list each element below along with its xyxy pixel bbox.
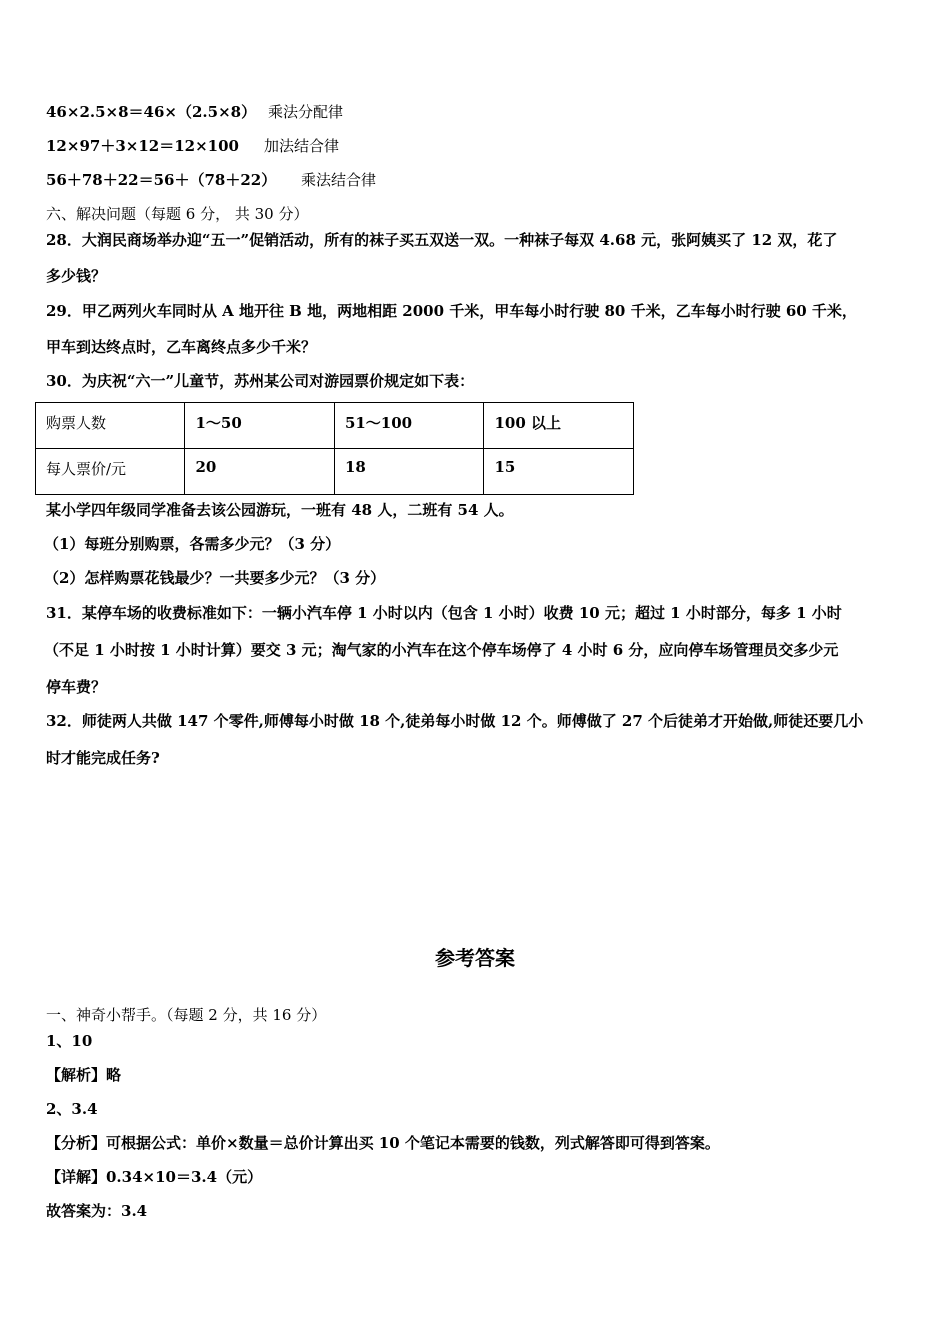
q31-line-3: 停车费？ — [46, 678, 107, 696]
q29-line-1: 29．甲乙两列火车同时从 A 地开往 B 地，两地相距 2000 千米，甲车每小时行驶 80 千米，乙车每小时行驶 60 千米， — [46, 302, 857, 320]
answer-1: 1、10 — [46, 1032, 93, 1050]
answer-section-1-heading: 一、神奇小帮手。（每题 2 分，共 16 分） — [46, 1006, 327, 1024]
table-row — [36, 403, 634, 449]
answer-1-analysis: 【解析】略 — [46, 1066, 122, 1084]
answer-2-detail: 【详解】0.34×10＝3.4（元） — [46, 1168, 263, 1186]
table-cell: 18 — [334, 449, 484, 495]
law-name-1: 乘法分配律 — [268, 103, 344, 121]
price-table — [35, 402, 634, 495]
table-cell: 100 以上 — [484, 403, 634, 449]
table-cell: 1～50 — [185, 403, 334, 449]
law-expr-2: 12×97＋3×12＝12×100 — [46, 137, 239, 155]
answer-2: 2、3.4 — [46, 1100, 98, 1118]
q30-part-1: （1）每班分别购票，各需多少元？（3 分） — [44, 535, 341, 553]
q32-line-1: 32．师徒两人共做 147 个零件,师傅每小时做 18 个,徒弟每小时做 12 个。师傅做了 27 个后徒弟才开始做,师徒还要几小 — [46, 712, 864, 730]
answer-2-analysis: 【分析】可根据公式：单价×数量＝总价计算出买 10 个笔记本需要的钱数，列式解答即可得到答案。 — [46, 1134, 720, 1152]
law-expr-1: 46×2.5×8＝46×（2.5×8） — [46, 103, 257, 121]
law-name-3: 乘法结合律 — [301, 171, 377, 189]
law-expr-3: 56＋78＋22＝56＋（78＋22） — [46, 171, 277, 189]
q30-text: 某小学四年级同学准备去该公园游玩，一班有 48 人，二班有 54 人。 — [46, 501, 514, 519]
table-cell: 购票人数 — [36, 403, 185, 449]
q29-line-2: 甲车到达终点时，乙车离终点多少千米？ — [46, 338, 317, 356]
section-6-heading: 六、解决问题（每题 6 分， 共 30 分） — [46, 205, 309, 223]
q28-line-2: 多少钱？ — [46, 267, 107, 285]
q30-part-2: （2）怎样购票花钱最少？一共要多少元？（3 分） — [44, 569, 386, 587]
table-cell: 20 — [185, 449, 334, 495]
q28-line-1: 28．大润民商场举办迎“五一”促销活动，所有的袜子买五双送一双。一种袜子每双 4.68 元，张阿姨买了 12 双，花了 — [46, 231, 838, 249]
table-cell: 51～100 — [334, 403, 484, 449]
table-row — [36, 449, 634, 495]
q31-line-2: （不足 1 小时按 1 小时计算）要交 3 元；淘气家的小汽车在这个停车场停了 4 小时 6 分，应向停车场管理员交多少元 — [44, 641, 839, 659]
q30-intro: 30．为庆祝“六一”儿童节，苏州某公司对游园票价规定如下表： — [46, 372, 475, 390]
table-cell: 15 — [484, 449, 634, 495]
table-cell: 每人票价/元 — [36, 449, 185, 495]
law-name-2: 加法结合律 — [264, 137, 340, 155]
q31-line-1: 31．某停车场的收费标准如下：一辆小汽车停 1 小时以内（包含 1 小时）收费 10 元；超过 1 小时部分，每多 1 小时 — [46, 604, 842, 622]
q32-line-2: 时才能完成任务? — [46, 749, 160, 767]
answer-title: 参考答案 — [435, 946, 515, 970]
answer-2-final: 故答案为：3.4 — [46, 1202, 148, 1220]
